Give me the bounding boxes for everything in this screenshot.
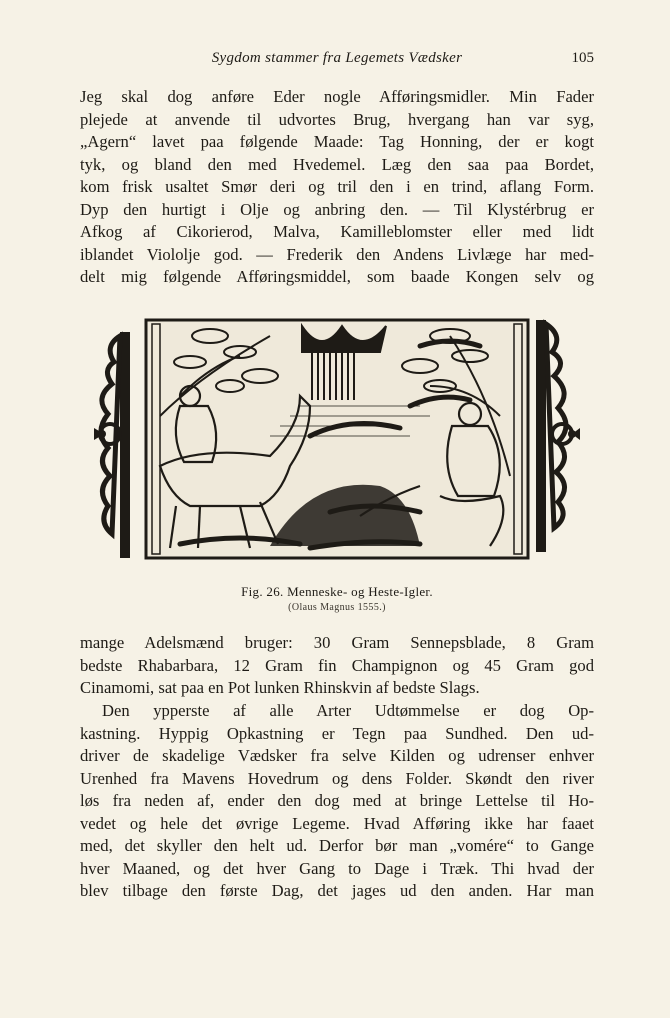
text-line: Cinamomi, sat paa en Pot lunken Rhinskvin af bedste Slags. (80, 678, 480, 697)
running-header (80, 50, 594, 70)
woodcut-illustration (90, 316, 586, 564)
text-line: delt mig følgende Afføringsmiddel, som baade Kongen selv og (80, 267, 594, 286)
text-line: Afkog af Cikorierod, Malva, Kamilleblomster eller med lidt (80, 222, 594, 241)
text-line: driver de skadelige Vædsker fra selve Kilden og udrenser enhver (80, 746, 594, 765)
text-line: „Agern“ lavet paa følgende Maade: Tag Honning, der er kogt (80, 132, 594, 151)
text-line: iblandet Viololje god. — Frederik den Andens Livlæge har med- (80, 244, 594, 264)
left-ornament (94, 332, 130, 558)
running-title: Sygdom stammer fra Legemets Vædsker (211, 50, 463, 66)
text-line: bedste Rhabarbara, 12 Gram fin Champignon og 45 Gram god (80, 655, 594, 675)
text-line: Jeg skal dog anføre Eder nogle Afføringsmidler. Min Fader (80, 87, 594, 106)
text-line: Dyp den hurtigt i Olje og anbring den. — Til Klystérbrug er (80, 199, 594, 219)
text-line: kom frisk usaltet Smør deri og tril den i en trind, aflang Form. (80, 177, 594, 196)
text-line: plejede at anvende til udvortes Brug, hvergang han var syg, (80, 109, 594, 129)
text-line: kastning. Hyppig Opkastning er Tegn paa Sundhed. Den ud- (80, 723, 594, 743)
right-ornament (536, 320, 580, 552)
text-line: Den ypperste af alle Arter Udtømmelse er dog Op- (102, 701, 594, 720)
paragraph-top (80, 86, 594, 289)
paragraph-next (80, 700, 594, 903)
paragraph-continued (80, 632, 594, 700)
text-line: løs fra neden af, ender den dog med at bringe Lettelse til Ho- (80, 791, 594, 810)
text-line: tyk, og bland den med Hvedemel. Læg den saa paa Bordet, (80, 154, 594, 174)
text-line: blev tilbage den første Dag, det jages ud den anden. Har man (80, 881, 594, 900)
text-line: med, det skyller den helt ud. Derfor bør man „vomére“ to Gange (80, 836, 594, 855)
text-line: Urenhed fra Mavens Hovedrum og dens Folder. Skøndt den river (80, 768, 594, 788)
text-line: mange Adelsmænd bruger: 30 Gram Sennepsblade, 8 Gram (80, 633, 594, 652)
page-number: 105 (571, 50, 594, 66)
text-line: vedet og hele det øvrige Legeme. Hvad Afføring ikke har faaet (80, 813, 594, 833)
text-line: hver Maaned, og det hver Gang to Dage i Træk. Thi hvad der (80, 858, 594, 878)
figure-caption: Fig. 26. Menneske- og Heste-Igler. (241, 584, 433, 599)
figure-source: (Olaus Magnus 1555.) (288, 602, 386, 613)
